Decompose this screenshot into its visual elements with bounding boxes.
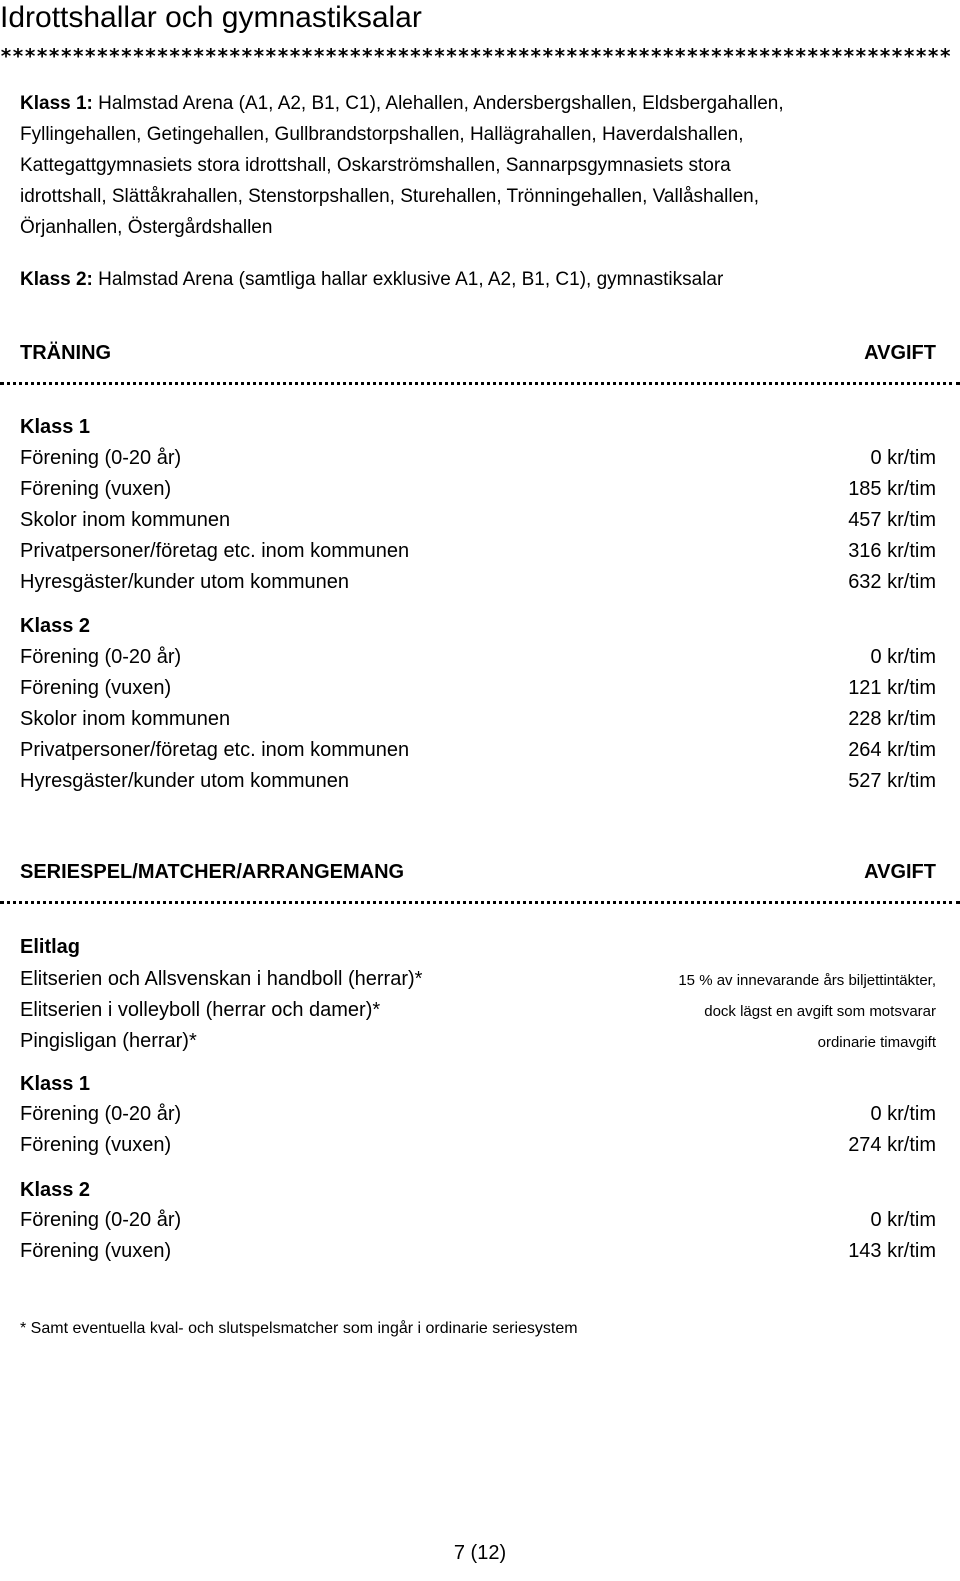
fee-row-label: Förening (vuxen) bbox=[20, 478, 172, 500]
klass2-desc-label: Klass 2: bbox=[20, 269, 93, 290]
page-number: 7 (12) bbox=[453, 1542, 507, 1564]
klass1-description bbox=[20, 88, 950, 243]
elite-row-label: Pingisligan (herrar)* bbox=[20, 1030, 197, 1052]
fee-row-label: Hyresgäster/kunder utom kommunen bbox=[20, 571, 350, 593]
fee-row bbox=[20, 474, 936, 505]
klass1-desc-line: idrottshall, Slättåkrahallen, Stenstorpshallen, Sturehallen, Trönningehallen, Vallåshallen, bbox=[20, 186, 759, 207]
training-group-title: Klass 1 bbox=[20, 416, 91, 438]
fee-row-value: 0 kr/tim bbox=[870, 646, 936, 668]
fee-row bbox=[20, 735, 936, 766]
elite-fee-note: 15 % av innevarande års biljettintäkter, bbox=[678, 972, 936, 989]
fee-row-value: 121 kr/tim bbox=[848, 677, 936, 699]
fee-row-label: Privatpersoner/företag etc. inom kommunen bbox=[20, 540, 410, 562]
fee-row bbox=[20, 642, 936, 673]
fee-row-label: Privatpersoner/företag etc. inom kommunen bbox=[20, 739, 410, 761]
fee-row-value: 527 kr/tim bbox=[848, 770, 936, 792]
fee-row-value: 0 kr/tim bbox=[870, 1209, 936, 1231]
matches-heading: SERIESPEL/MATCHER/ARRANGEMANG bbox=[20, 861, 405, 883]
fee-row-label: Förening (vuxen) bbox=[20, 1134, 172, 1156]
elite-row-label: Elitserien i volleyboll (herrar och damer)* bbox=[20, 999, 381, 1021]
elite-row-label: Elitserien och Allsvenskan i handboll (herrar)* bbox=[20, 968, 423, 990]
fee-row-value: 185 kr/tim bbox=[848, 478, 936, 500]
training-header bbox=[20, 338, 936, 368]
training-fee-heading: AVGIFT bbox=[864, 342, 936, 364]
matches-header bbox=[20, 857, 936, 887]
klass1-desc-line: Fyllingehallen, Getingehallen, Gullbrandstorpshallen, Hallägrahallen, Haverdalshallen, bbox=[20, 124, 744, 145]
fee-row-label: Skolor inom kommunen bbox=[20, 509, 231, 531]
fee-row bbox=[20, 673, 936, 704]
klass1-desc-label: Klass 1: bbox=[20, 93, 93, 114]
fee-row bbox=[20, 704, 936, 735]
fee-row-label: Förening (0-20 år) bbox=[20, 1209, 182, 1231]
klass1-desc-line: Halmstad Arena (A1, A2, B1, C1), Alehallen, Andersbergshallen, Eldsbergahallen, bbox=[98, 93, 784, 114]
fee-row bbox=[20, 1099, 936, 1130]
fee-row-label: Förening (vuxen) bbox=[20, 1240, 172, 1262]
dotted-divider bbox=[0, 901, 960, 904]
fee-row-value: 228 kr/tim bbox=[848, 708, 936, 730]
fee-row-value: 0 kr/tim bbox=[870, 447, 936, 469]
fee-row-value: 457 kr/tim bbox=[848, 509, 936, 531]
matches-fee-heading: AVGIFT bbox=[864, 861, 936, 883]
fee-row-value: 143 kr/tim bbox=[848, 1240, 936, 1262]
klass1-desc-line: Örjanhallen, Östergårdshallen bbox=[20, 217, 273, 238]
asterisk-divider: ******************************************************************************* bbox=[0, 44, 952, 68]
matches-group-title: Klass 2 bbox=[20, 1179, 91, 1201]
fee-row bbox=[20, 505, 936, 536]
klass1-desc-line: Kattegattgymnasiets stora idrottshall, Oskarströmshallen, Sannarpsgymnasiets stora bbox=[20, 155, 731, 176]
fee-row-value: 274 kr/tim bbox=[848, 1134, 936, 1156]
elite-fee-note: ordinarie timavgift bbox=[817, 1034, 936, 1051]
fee-row-value: 316 kr/tim bbox=[848, 540, 936, 562]
fee-row bbox=[20, 1236, 936, 1267]
training-group-title: Klass 2 bbox=[20, 615, 91, 637]
fee-row-value: 0 kr/tim bbox=[870, 1103, 936, 1125]
fee-row-label: Förening (0-20 år) bbox=[20, 646, 182, 668]
page-title: Idrottshallar och gymnastiksalar bbox=[0, 1, 422, 34]
fee-row-label: Hyresgäster/kunder utom kommunen bbox=[20, 770, 350, 792]
elite-row bbox=[20, 1026, 936, 1057]
elite-group-title: Elitlag bbox=[20, 936, 81, 958]
fee-row-label: Förening (0-20 år) bbox=[20, 1103, 182, 1125]
fee-row bbox=[20, 766, 936, 797]
klass2-description bbox=[20, 264, 950, 295]
matches-group-title: Klass 1 bbox=[20, 1073, 91, 1095]
fee-row-label: Förening (vuxen) bbox=[20, 677, 172, 699]
footnote: * Samt eventuella kval- och slutspelsmatcher som ingår i ordinarie seriesystem bbox=[20, 1320, 578, 1337]
fee-row bbox=[20, 1205, 936, 1236]
fee-row-value: 264 kr/tim bbox=[848, 739, 936, 761]
fee-row-value: 632 kr/tim bbox=[848, 571, 936, 593]
fee-row bbox=[20, 567, 936, 598]
elite-fee-note: dock lägst en avgift som motsvarar bbox=[704, 1003, 936, 1020]
dotted-divider bbox=[0, 382, 960, 385]
training-heading: TRÄNING bbox=[20, 342, 112, 364]
fee-row bbox=[20, 536, 936, 567]
fee-row bbox=[20, 1130, 936, 1161]
fee-row-label: Skolor inom kommunen bbox=[20, 708, 231, 730]
klass2-desc-text: Halmstad Arena (samtliga hallar exklusive A1, A2, B1, C1), gymnastiksalar bbox=[98, 269, 724, 290]
fee-row-label: Förening (0-20 år) bbox=[20, 447, 182, 469]
fee-row bbox=[20, 443, 936, 474]
